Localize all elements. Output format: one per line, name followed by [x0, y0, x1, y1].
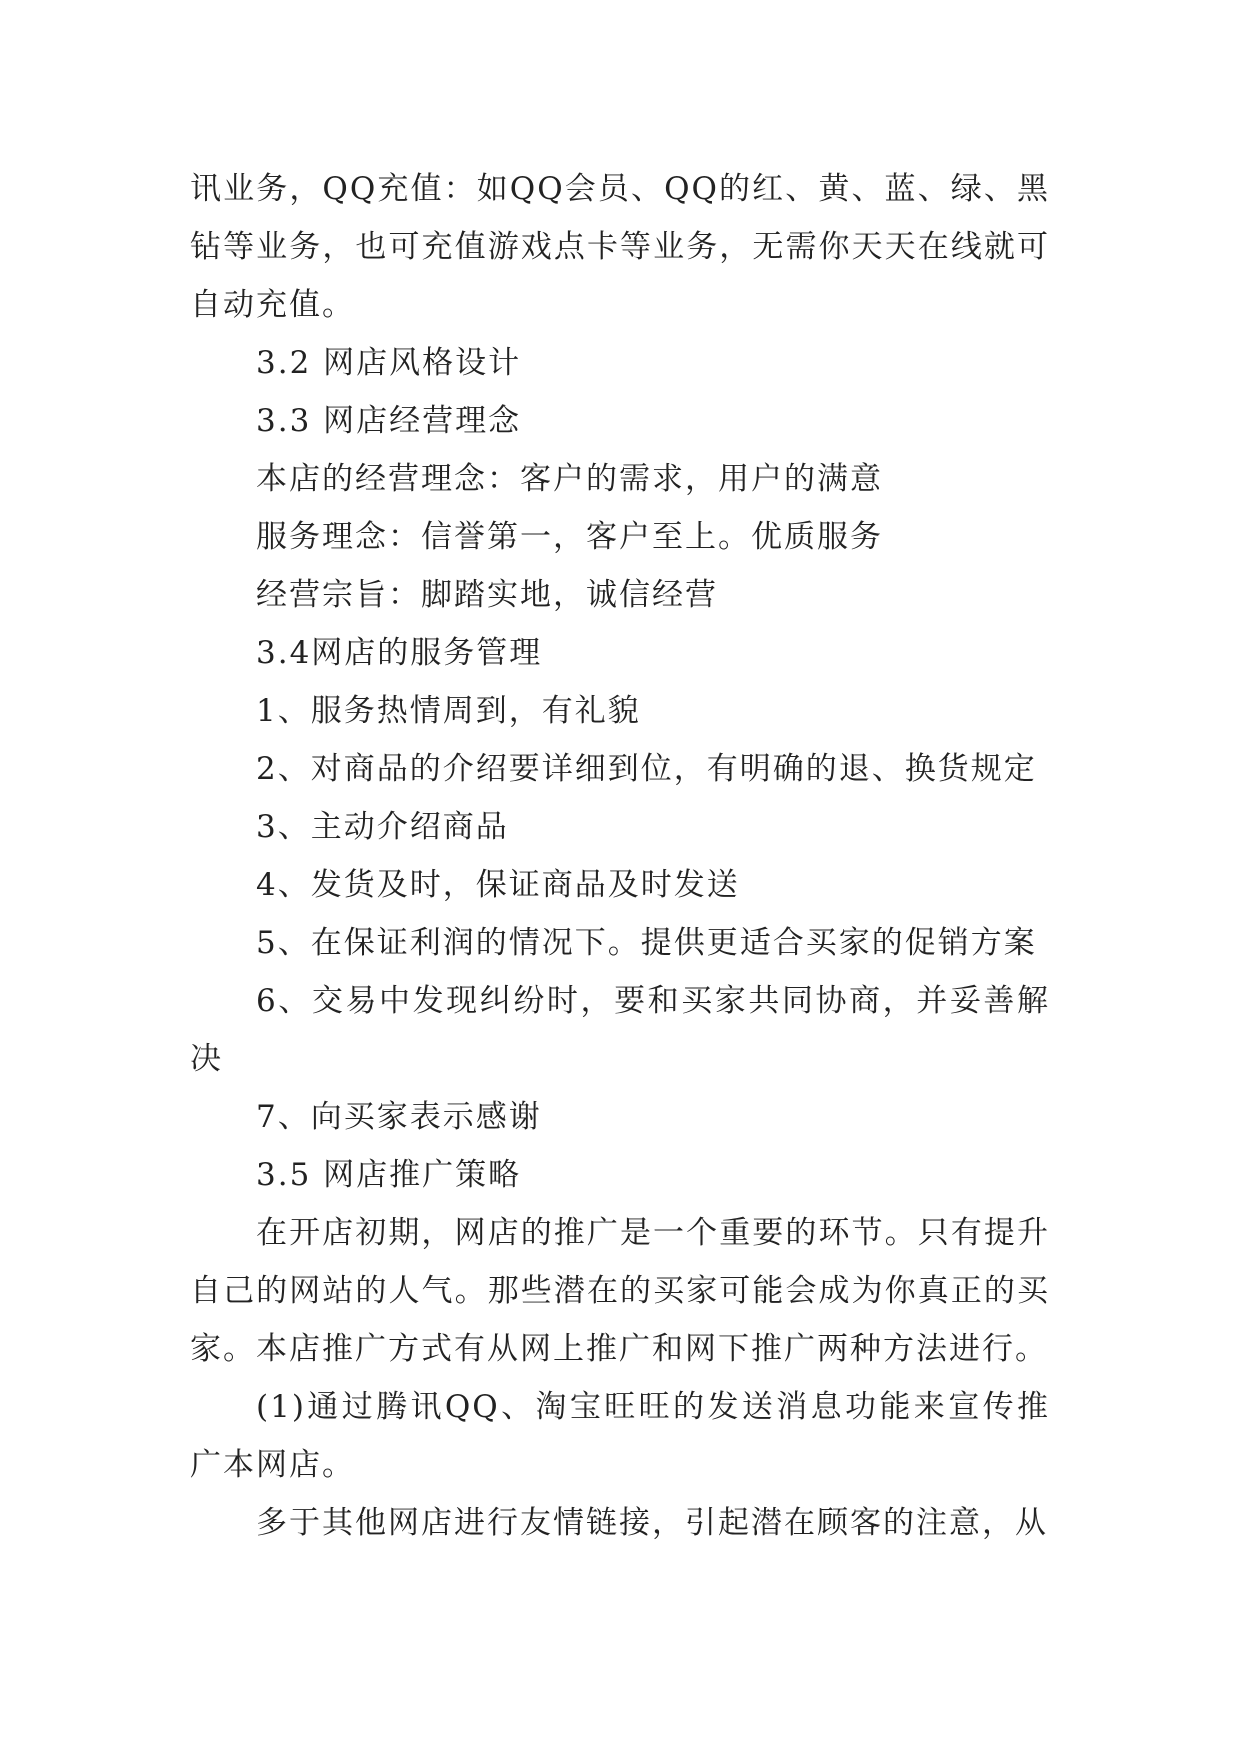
document-body	[190, 160, 1050, 1552]
list-item: 2、对商品的介绍要详细到位，有明确的退、换货规定	[256, 751, 1037, 787]
paragraph-business-philosophy: 本店的经营理念：客户的需求，用户的满意	[256, 461, 883, 497]
heading-3-5: 3.5 网店推广策略	[256, 1157, 522, 1193]
heading-3-2: 3.2 网店风格设计	[256, 345, 522, 381]
list-item: 7、向买家表示感谢	[256, 1099, 542, 1135]
list-item: 4、发货及时，保证商品及时发送	[256, 867, 740, 903]
heading-3-3: 3.3 网店经营理念	[256, 403, 522, 439]
paragraph-business-tenet: 经营宗旨：脚踏实地，诚信经营	[256, 577, 718, 613]
paragraph-promotion: 在开店初期，网店的推广是一个重要的环节。只有提升自己的网站的人气。那些潜在的买家可能会成为你真正的买家。本店推广方式有从网上推广和网下推广两种方法进行。	[190, 1215, 1050, 1367]
paragraph-intro: 讯业务，QQ充值：如QQ会员、QQ的红、黄、蓝、绿、黑钻等业务，也可充值游戏点卡等业务，无需你天天在线就可自动充值。	[190, 171, 1050, 323]
list-item: 1、服务热情周到，有礼貌	[256, 693, 641, 729]
heading-3-4: 3.4网店的服务管理	[256, 635, 543, 671]
paragraph-promotion-method-1: (1)通过腾讯QQ、淘宝旺旺的发送消息功能来宣传推广本网店。	[190, 1389, 1050, 1483]
list-item: 3、主动介绍商品	[256, 809, 509, 845]
list-item: 6、交易中发现纠纷时，要和买家共同协商，并妥善解决	[190, 983, 1050, 1077]
paragraph-service-philosophy: 服务理念：信誉第一，客户至上。优质服务	[256, 519, 883, 555]
paragraph-friend-links: 多于其他网店进行友情链接，引起潜在顾客的注意，从	[256, 1505, 1048, 1541]
list-item: 5、在保证利润的情况下。提供更适合买家的促销方案	[256, 925, 1037, 961]
